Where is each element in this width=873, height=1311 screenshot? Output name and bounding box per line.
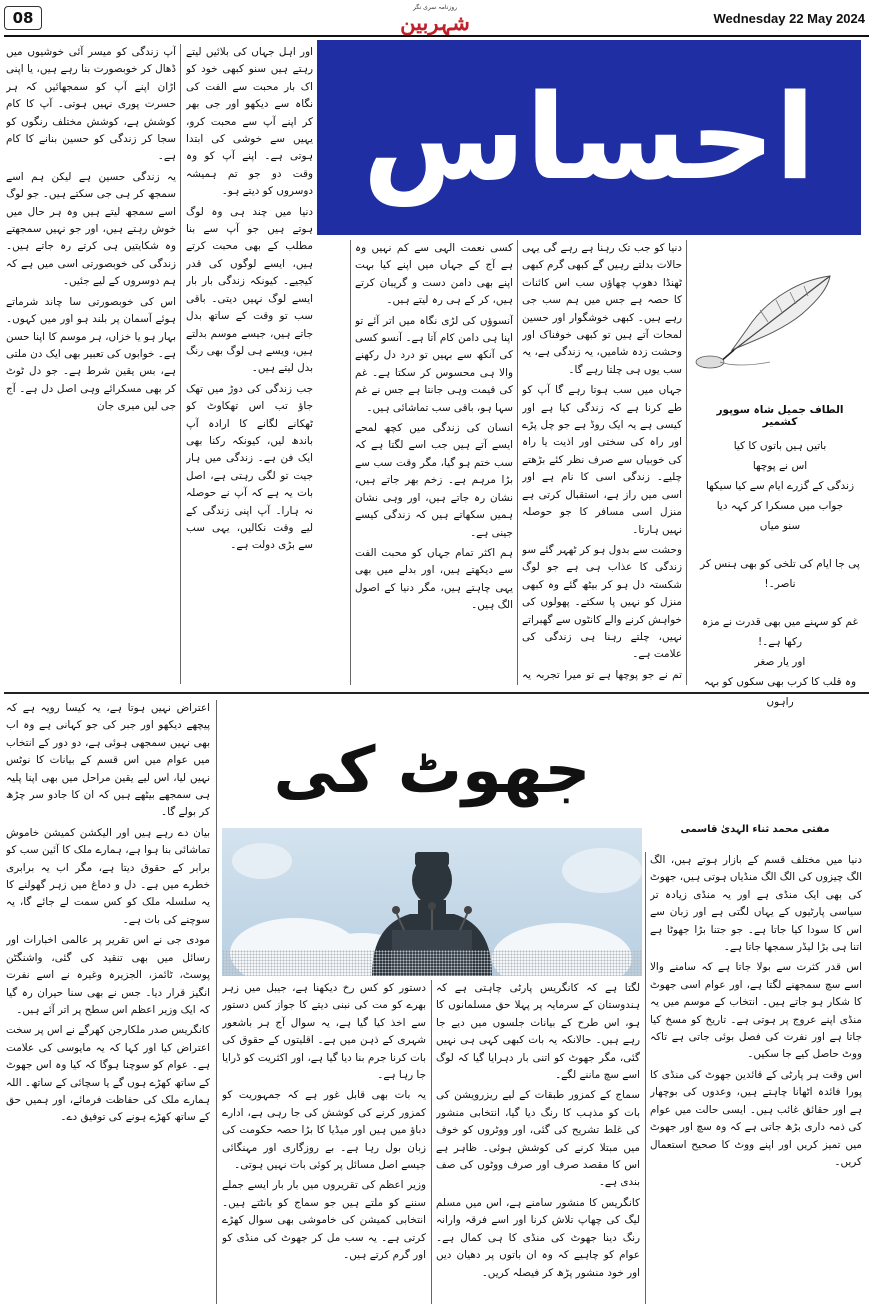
paragraph: بیان دے رہے ہیں اور الیکشن کمیشن خاموش تماشائی بنا ہوا ہے، ہمارے ملک کا آئین سب کو برابر کے حقوق دیتا ہے، مگر اب یہ برابری خطرے میں ہے۔ دل و دماغ میں زہر گھولنے کا یہ سلسلہ ملک کو کس سمت لے جائے گا، یہ سوچنے کی بات ہے۔ [6,826,210,926]
paragraph: اور اہل جہاں کی بلائیں لیتے رہتے ہیں سنو کبھی خود کو اک بار محبت سے الفت کی نگاہ سے دیکھو اور جی بھر کر اپنے آپ سے محبت کرو، یہیں سے خوشی کی ابتدا ہوتی ہے۔ اپنے آپ کو وہ وقت دو جو تم ہمیشہ دوسروں کو دیتے ہو۔ [186,46,313,198]
column-divider [216,700,217,1304]
paragraph: کانگریس کا منشور سامنے ہے، اس میں مسلم لیگ کی چھاپ تلاش کرنا اور اسے فرقہ وارانہ رنگ دینا جھوٹ کی منڈی کا ہی کمال ہے۔ عوام کو چاہیے کہ وہ ان باتوں پر دھیان دیں اور خود منشور پڑھ کر فیصلہ کریں۔ [436,1196,640,1279]
verse-line: سنو میاں [759,520,801,532]
verse-line: زندگی کے گزرے ایام سے کیا سیکھا [705,480,855,492]
column-divider [645,852,646,1304]
paragraph: اس قدر کثرت سے بولا جاتا ہے کہ سامنے والا اسے سچ سمجھنے لگتا ہے، اور عوام اسی جھوٹ کا شکار ہو جاتے ہیں۔ انتخاب کے موسم میں یہ منڈی اپنے عروج پر ہوتی ہے۔ تاریخ کو مسخ کیا جاتا ہے اور نفرت کی فصل بوئی جاتی ہے تاکہ ووٹ حاصل کیے جا سکیں۔ [650,961,862,1061]
paragraph: دنیا کو جب تک رہنا ہے رہے گی یہی حالات بدلتے رہیں گے کبھی گرم کبھی ٹھنڈا دھوپ چھاؤں سب اس کائنات کا حصہ ہے جس میں ہم سب جی رہے ہیں۔ کبھی خوشگوار اور حسین لمحات آتے ہیں تو کبھی خوفناک اور وحشت زدہ شامیں، یہ زندگی ہے، یہ سب یوں ہی چلتا رہے گا۔ [522,242,682,376]
issue-date: Wednesday 22 May 2024 [713,11,865,26]
column-divider [180,44,181,684]
paragraph: دنیا میں مختلف قسم کے بازار ہوتے ہیں، الگ الگ چیزوں کی الگ الگ منڈیاں ہوتی ہیں، جھوٹ کی بھی ایک منڈی ہے اور یہ منڈی زیادہ تر سیاسی پارٹیوں کے یہاں لگتی ہے اور زبان سے اس کا سودا کیا جاتا ہے۔ جو جتنا بڑا جھوٹا ہے اتنا ہی بڑا لیڈر سمجھا جاتا ہے۔ [650,854,862,954]
paragraph: اعتراض نہیں ہوتا ہے، یہ کیسا رویہ ہے کہ پیچھے دیکھو اور جبر کی جو کہانی ہے وہ اب بھی نہیں سمجھی ہوئی ہے، دو دور کے انتخاب میں عوام میں اس قسم کے بیانات کا نوٹس نہیں لیا، اس لیے یقین مراحل میں بھی اپنا پلیہ ہی سمجھے بیٹھے ہیں کہ ان کا جادو سر چڑھ کر بولے گا۔ [6,702,210,819]
masthead[interactable] [385,4,485,34]
paragraph: آپ زندگی کو میسر آئی خوشیوں میں ڈھال کر خوبصورت بنا رہے ہیں، یا اپنی اڑان اپنے آپ کو سمجھائیں کہ ہر حسرت پوری نہیں ہوتی۔ آپ کا کام کوشش ہے، کوشش مختلف رنگوں کو سجا کر زندگی کو حسین بنانے کا کام ہے۔ [6,46,176,163]
ehsaas-author: الطاف جمیل شاہ سوپور کشمیر [716,404,844,428]
column-divider [686,240,687,685]
verse-spacer [692,536,868,554]
verse-line: اور یار صغر [754,656,806,668]
verse-line: جواب میں مسکرا کر کہہ دیا [716,500,844,512]
masthead-tagline: روزنامہ سری نگر [412,4,458,11]
section-divider [4,692,869,694]
paragraph: وحشت سے بدول ہو کر ٹھہر گئے سو زندگی کا عذاب ہی ہے جو لوگ شکستہ دل ہو کر بیٹھ گئے وہ کبھی منزل کو نہیں پا سکتے۔ پھولوں کی خواہش کرنے والے کانٹوں سے گھبراتے نہیں، چلتے رہنا ہی زندگی کی علامت ہے۔ [522,543,682,661]
paragraph: ہم اکثر تمام جہاں کو محبت الفت سے دیکھتے ہیں، اور بدلے میں بھی یہی چاہتے ہیں، مگر دنیا کے اصول الگ ہیں۔ [355,546,513,612]
verse-line: وہ قلب کا کرب بھی سکوں کو بہہ راہوں [703,676,857,708]
paragraph: کسی نعمت الہی سے کم نہیں وہ ہے آج کے جہاں میں اپنے کیا بہت اپنے بھی دامن دست و گریبان کرتے ہیں، کر کے ہی رہ لیتے ہیں۔ [355,242,513,307]
column-divider [517,240,518,685]
paragraph: کانگریس صدر ملکارجن کھرگے نے اس پر سخت اعتراض کیا اور کہا کہ یہ مایوسی کی علامت ہے۔ عوام کو سوچنا ہوگا کہ کیا وہ اس جھوٹ کے ساتھ کھڑے ہوں گے یا سچائی کے ساتھ۔ اللہ ہمارے ملک کی حفاظت فرمائے، اور ہمیں حق کے ساتھ کھڑے ہونے کی توفیق دے۔ [6,1024,210,1124]
verse-line: اس نے پوچھا [752,460,808,472]
jhoot-title: جھوٹ کی [273,734,591,808]
paragraph: مودی جی نے اس تقریر پر عالمی اخبارات اور رسائل میں بھی تنقید کی گئی، واشنگٹن پوسٹ، ٹائمز، الجزیرہ وغیرہ نے اسے نفرت انگیز قرار دیا۔ جس نے بھی سنا حیران رہ گیا کہ ایک وزیر اعظم اس سطح پر اتر آئے ہیں۔ [6,934,210,1016]
ehsaas-banner [317,40,861,235]
paragraph: سماج کے کمزور طبقات کے لیے ریزرویشن کی بات کو مذہب کا رنگ دیا گیا، انتخابی منشور کی غلط تشریح کی گئی، اور ووٹروں کو خوف میں مبتلا کرنے کی کوشش ہوئی۔ ظاہر ہے اس کا مقصد صرف اور صرف ووٹوں کی صف بندی ہے۔ [436,1089,640,1189]
column-divider [431,980,432,1304]
jhoot-column-1 [650,852,862,1304]
verse-spacer [692,594,868,612]
ehsaas-title: احساس [362,68,816,206]
paragraph: اس وقت ہر پارٹی کے قائدین جھوٹ کی منڈی کا پورا فائدہ اٹھانا چاہتے ہیں، وعدوں کی بوچھار ہے اور حقائق غائب ہیں۔ ایسی حالت میں عوام کی ذمہ داری بڑھ جاتی ہے کہ وہ سچ اور جھوٹ میں تمیز کریں اور اپنے ووٹ کا صحیح استعمال کریں۔ [650,1068,862,1168]
jhoot-author: مفتی محمد ثناء الہدیٰ قاسمی [680,824,830,835]
verse-line: باتیں ہیں باتوں کا کیا [733,440,827,452]
paragraph: جب زندگی کی دوڑ میں تھک جاؤ تب اس تھکاوٹ کو ٹھکانے لگانے کا ارادہ آپ باندھ لیں، کیونکہ رکنا بھی ایک فن ہے۔ زندگی میں ہار جیت تو لگی رہتی ہے، اصل بات یہ ہے کہ آپ نے حوصلہ نہ ہارا۔ آپ اپنی زندگی کے لیے وقت نکالیں، یہی سب سے بڑی دولت ہے۔ [186,382,313,552]
paragraph: اس کی خوبصورتی سا چاند شرماتے ہوئے آسمان پر بلند ہو اور میں کہوں۔ بہار ہو یا خزاں، ہر موسم کا اپنا حسن ہے۔ خوابوں کی تعبیر بھی ایک دن ملتی ہے، بس یقین شرط ہے۔ جو دل ٹوٹ کر بھی مسکرائے وہی اصل دل ہے۔ آج جی لیں میری جان [6,295,176,413]
verse-line: غم کو سہنے میں بھی قدرت نے مزہ رکھا ہے۔! [702,616,858,648]
column-divider [350,240,351,685]
header-rule [4,35,869,37]
page-number: 08 [4,6,42,30]
verse-line: پی جا ایام کی تلخی کو بھی ہنس کر ناصر۔! [700,558,860,590]
jhoot-column-2 [436,980,640,1304]
politician-podium-photo [222,828,642,976]
jhoot-column-3 [222,980,426,1304]
verse-block [692,436,868,712]
paragraph: آنسوؤں کی لڑی نگاہ میں اتر آئے تو اپنا ہی دامن کام آتا ہے۔ آنسو کسی کی آنکھ سے بہیں تو درد دل رکھنے والا ہی محسوس کر سکتا ہے۔ غم کی قیمت وہی جانتا ہے جس نے غم سہا ہو، باقی سب تماشائی ہیں۔ [355,314,513,414]
paragraph: تم نے جو پوچھا ہے تو میرا تجربہ یہ [522,668,682,681]
paragraph: انسان کی زندگی میں کچھ لمحے ایسے آتے ہیں جب اسے لگتا ہے کہ سب ختم ہو گیا، مگر وقت سب سے بڑا مرہم ہے۔ زخم بھر جاتے ہیں، نشان رہ جاتے ہیں، اور وہی نشان ہمیں سکھاتے ہیں کہ زندگی کیسے جینی ہے۔ [355,422,513,539]
ehsaas-column-1 [522,240,682,685]
ehsaas-column-4 [6,44,176,684]
paragraph: دنیا میں چند ہی وہ لوگ ہوتے ہیں جو آپ سے بنا مطلب کے بھی محبت کرتے ہیں، ایسے لوگوں کی قدر کیجیے۔ کیونکہ زندگی بار بار ایسے لوگ نہیں دیتی۔ باقی سب تو وقت کے ساتھ بدل جاتے ہیں، جیسے موسم بدلتے ہیں، ویسے ہی لوگ بھی رنگ بدل لیتے ہیں۔ [186,205,313,375]
paragraph: جہاں میں سب ہوتا رہے گا آپ کو طے کرنا ہے کہ زندگی کیا ہے اور کیسی ہے یہ ایک روڈ ہے جو چل پڑے اور راہ کی سختی اور اذیت یا راہ کی خوبیاں سے صرف نظر کئے بڑھتے چلیے۔ زندگی اسی کا نام ہے اور اسی میں راز ہے، استقبال کرتی ہے منزل اسی مسافر کا جو حوصلہ نہیں ہارتا۔ [522,384,682,536]
ehsaas-column-3 [186,44,313,684]
quill-illustration [690,270,840,370]
paragraph: دستور کو کس رخ دیکھنا ہے، جیبل میں زہر بھرے کو مت کی نبنی دیتے کا جواز کس دستور سے اخذ کیا گیا ہے، یہ سوال آج ہر باشعور شہری کے ذہن میں ہے۔ اقلیتوں کے حقوق کی بات کرنا جرم بنا دیا گیا ہے، اور اکثریت کو ڈرایا جا رہا ہے۔ [222,982,426,1082]
paragraph: یہ زندگی حسین ہے لیکن ہم اسے سمجھ کر ہی جی سکتے ہیں۔ جو لوگ اسے سمجھ لیتے ہیں وہ ہر حال میں خوش رہتے ہیں، اور جو نہیں سمجھتے وہ شکایتیں ہی کرتے رہ جاتے ہیں۔ زندگی کی خوبصورتی اسی میں ہے کہ ہم دوسروں کے لیے جئیں۔ [6,170,176,288]
jhoot-column-4 [6,700,210,1304]
paragraph: لگتا ہے کہ کانگریس پارٹی چاہتی ہے کہ ہندوستان کے سرمایہ پر پہلا حق مسلمانوں کا ہو، اس طرح کے بیانات جلسوں میں دیے جا رہے ہیں۔ حالانکہ یہ بات کبھی کہی ہی نہیں گئی، مگر جھوٹ کو اتنی بار دہرایا گیا کہ لوگ اسے سچ ماننے لگے۔ [436,982,640,1082]
paragraph: وزیر اعظم کی تقریروں میں بار بار ایسے جملے سننے کو ملتے ہیں جو سماج کو بانٹتے ہیں۔ انتخابی کمیشن کی خاموشی بھی سوال کھڑے کرتی ہے۔ یہ سب مل کر جھوٹ کی منڈی کو اور گرم کرتے ہیں۔ [222,1179,426,1262]
paragraph: یہ بات بھی قابل غور ہے کہ جمہوریت کو کمزور کرنے کی کوشش کی جا رہی ہے، ادارے دباؤ میں ہیں اور میڈیا کا بڑا حصہ حکومت کی زبان بول رہا ہے۔ بے روزگاری اور مہنگائی جیسے اصل مسائل پر کوئی بات نہیں ہوتی۔ [222,1089,426,1172]
ehsaas-column-2 [355,240,513,685]
masthead-logo: شہربین [400,10,470,35]
